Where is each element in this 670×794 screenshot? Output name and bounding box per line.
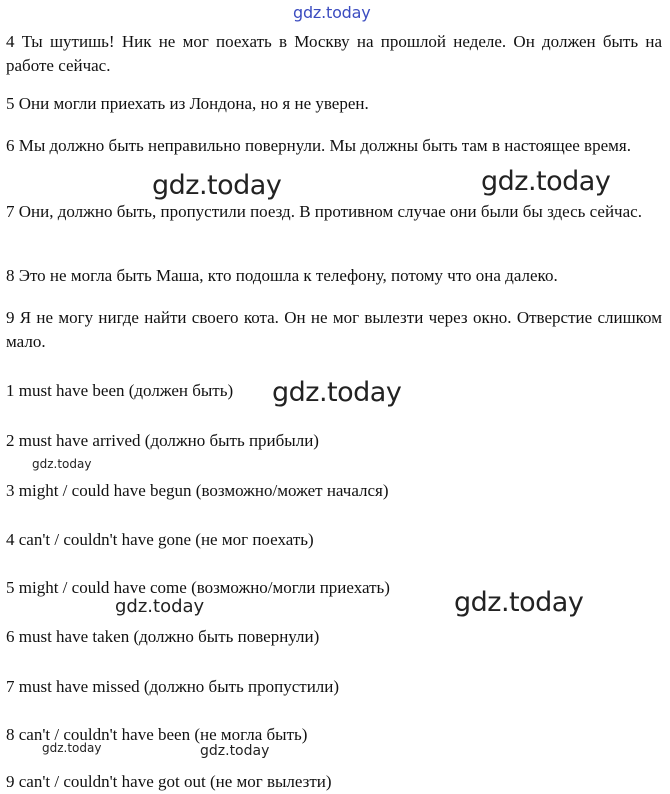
watermark-5: gdz.today [454, 587, 584, 618]
answer-1: 1 must have been (должен быть) [6, 381, 234, 400]
answer-6: 6 must have taken (должно быть повернули) [6, 627, 320, 646]
answer-8: 8 can't / couldn't have been (не могла быть) [6, 725, 308, 744]
paragraph-5: 5 Они могли приехать из Лондона, но я не уверен. [6, 94, 369, 113]
paragraph-6: 6 Мы должно быть неправильно повернули. Мы должны быть там в настоящее время. [6, 136, 631, 155]
watermark-4: gdz.today [32, 457, 92, 471]
paragraph-4: 4 Ты шутишь! Ник не мог поехать в Москву на прошлой неделе. Он должен быть на работе сейчас. [6, 32, 662, 75]
answer-7: 7 must have missed (должно быть пропустили) [6, 677, 340, 696]
watermark-3: gdz.today [272, 377, 402, 408]
paragraph-8: 8 Это не могла быть Маша, кто подошла к телефону, потому что она далеко. [6, 266, 558, 285]
answer-3: 3 might / could have begun (возможно/может начался) [6, 481, 389, 500]
watermark-2: gdz.today [481, 166, 611, 197]
watermark-6: gdz.today [115, 596, 205, 617]
answer-9: 9 can't / couldn't have got out (не мог вылезти) [6, 772, 332, 791]
watermark-1: gdz.today [152, 170, 282, 201]
answer-2: 2 must have arrived (должно быть прибыли) [6, 431, 319, 450]
paragraph-9: 9 Я не могу нигде найти своего кота. Он не мог вылезти через окно. Отверстие слишком мало. [6, 308, 662, 351]
answer-4: 4 can't / couldn't have gone (не мог поехать) [6, 530, 314, 549]
paragraph-7: 7 Они, должно быть, пропустили поезд. В противном случае они были бы здесь сейчас. [6, 202, 642, 221]
watermark-top: gdz.today [293, 3, 371, 22]
watermark-8: gdz.today [200, 743, 270, 759]
answer-5: 5 might / could have come (возможно/могли приехать) [6, 578, 390, 597]
watermark-7: gdz.today [42, 741, 102, 755]
